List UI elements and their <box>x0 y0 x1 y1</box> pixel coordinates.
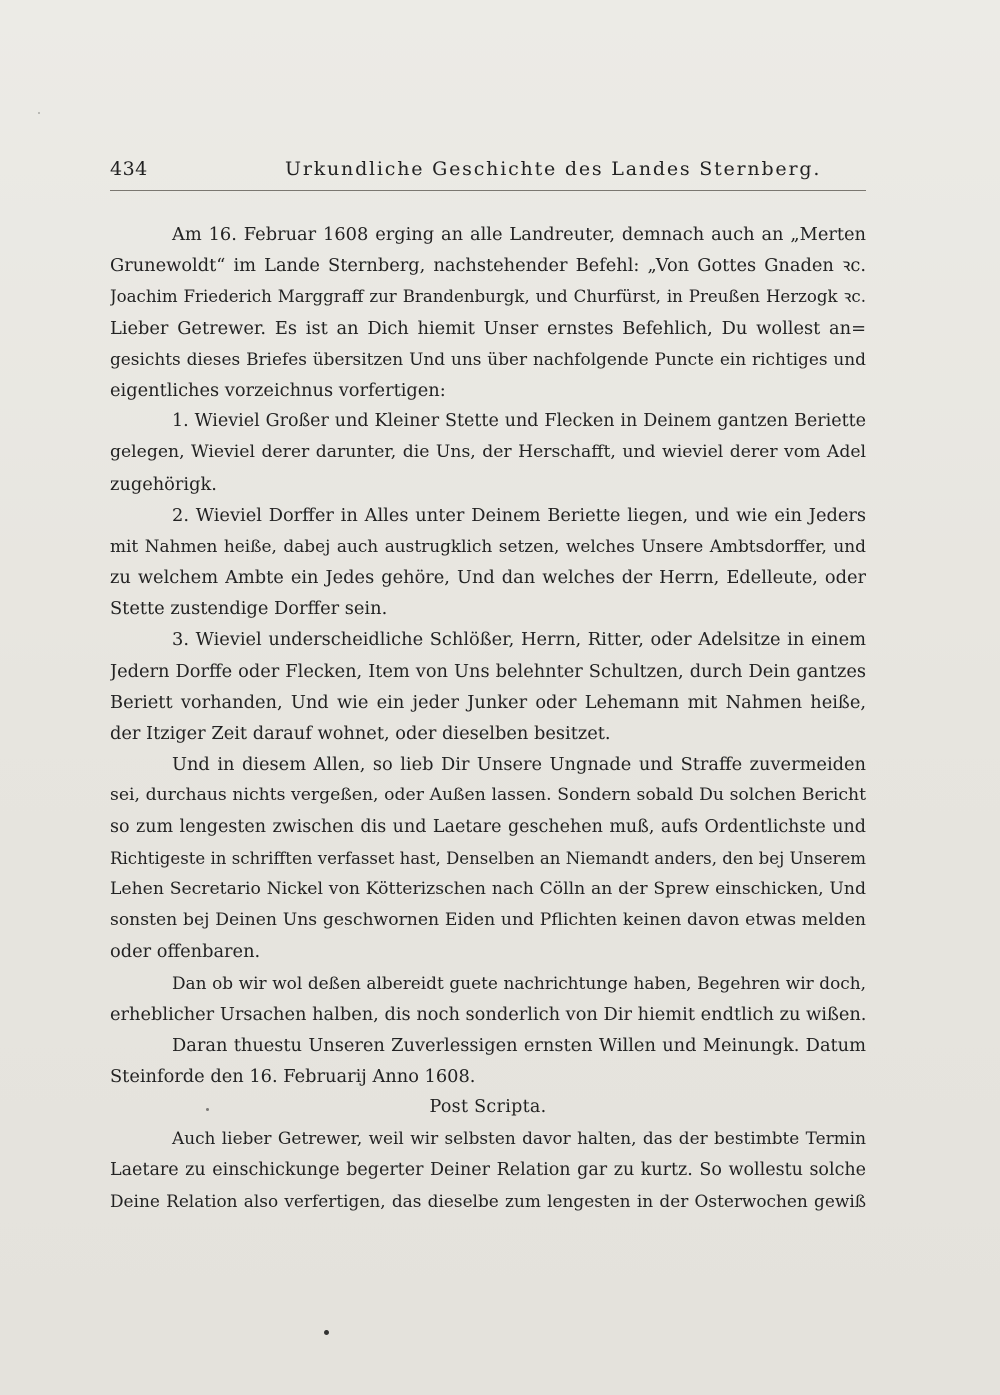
text-line: sei, durchaus nichts vergeßen, oder Außen lassen. Sondern sobald Du solchen Bericht <box>110 785 866 806</box>
text-line: Steinforde den 16. Februarij Anno 1608. <box>110 1066 476 1088</box>
text-line: erheblicher Ursachen halben, dis noch sonderlich von Dir hiemit endtlich zu wißen. <box>110 1003 866 1025</box>
text-line: 2. Wieviel Dorffer in Alles unter Deinem Beriette liegen, und wie ein Jeders <box>172 504 866 526</box>
text-line: eigentliches vorzeichnus vorfertigen: <box>110 379 446 401</box>
page-number: 434 <box>110 158 148 180</box>
text-line: Und in diesem Allen, so lieb Dir Unsere Ungnade und Straffe zuvermeiden <box>172 754 866 776</box>
ink-speck <box>38 112 40 114</box>
page-header <box>110 158 866 188</box>
text-line: gelegen, Wieviel derer darunter, die Uns, der Herschafft, und wieviel derer vom Adel <box>110 442 866 463</box>
text-line: Beriett vorhanden, Und wie ein jeder Junker oder Lehemann mit Nahmen heiße, <box>110 691 866 713</box>
text-line: Joachim Friederich Marggraff zur Brandenburgk, und Churfürst, in Preußen Herzogk ꝛc. <box>110 287 866 307</box>
text-line: Jedern Dorffe oder Flecken, Item von Uns belehnter Schultzen, durch Dein gantzes <box>110 660 866 682</box>
text-line: so zum lengesten zwischen dis und Laetare geschehen muß, aufs Ordentlichste und <box>110 816 866 837</box>
text-line: der Itziger Zeit darauf wohnet, oder dieselben besitzet. <box>110 723 611 744</box>
text-line: sonsten bej Deinen Uns geschwornen Eiden und Pflichten keinen davon etwas melden <box>110 910 866 931</box>
text-line: Laetare zu einschickunge begerter Deiner Relation gar zu kurtz. So wollestu solche <box>110 1159 866 1180</box>
text-line: 3. Wieviel underscheidliche Schlößer, Herrn, Ritter, oder Adelsitze in einem <box>172 629 866 651</box>
text-line: Grunewoldt“ im Lande Sternberg, nachstehender Befehl: „Von Gottes Gnaden ꝛc. <box>110 255 866 277</box>
header-rule <box>110 190 866 191</box>
text-line: Richtigeste in schrifften verfasset hast, Denselben an Niemandt anders, den bej Unserem <box>110 848 866 868</box>
text-line: Daran thuestu Unseren Zuverlessigen ernsten Willen und Meinungk. Datum <box>172 1034 866 1056</box>
text-line: Deine Relation also verfertigen, das dieselbe zum lengesten in der Osterwochen gewiß <box>110 1190 866 1211</box>
text-line: Lehen Secretario Nickel von Kötterizschen nach Cölln an der Sprew einschicken, Und <box>110 878 866 899</box>
text-line: zu welchem Ambte ein Jedes gehöre, Und dan welches der Herrn, Edelleute, oder <box>110 567 866 589</box>
text-line: Dan ob wir wol deßen albereidt guete nachrichtunge haben, Begehren wir doch, <box>172 972 866 993</box>
running-title: Urkundliche Geschichte des Landes Sternberg. <box>285 158 822 180</box>
text-line: gesichts dieses Briefes übersitzen Und uns über nachfolgende Puncte ein richtiges und <box>110 348 866 369</box>
text-line: Am 16. Februar 1608 erging an alle Landreuter, demnach auch an „Merten <box>172 224 866 245</box>
section-heading: Post Scripta. <box>429 1097 547 1118</box>
body-text <box>110 219 866 1217</box>
ink-speck <box>324 1330 329 1335</box>
text-line: 1. Wieviel Großer und Kleiner Stette und Flecken in Deinem gantzen Beriette <box>172 411 866 432</box>
text-line: zugehörigk. <box>110 473 217 495</box>
text-line: Lieber Getrewer. Es ist an Dich hiemit Unser ernstes Befehlich, Du wollest an= <box>110 317 866 339</box>
text-line: Auch lieber Getrewer, weil wir selbsten davor halten, das der bestimbte Termin <box>172 1128 866 1149</box>
text-line: Stette zustendige Dorffer sein. <box>110 598 388 620</box>
text-line: oder offenbaren. <box>110 941 261 963</box>
text-line: mit Nahmen heiße, dabej auch austrugklich setzen, welches Unsere Ambtsdorffer, und <box>110 535 866 556</box>
ink-speck <box>206 1108 209 1111</box>
